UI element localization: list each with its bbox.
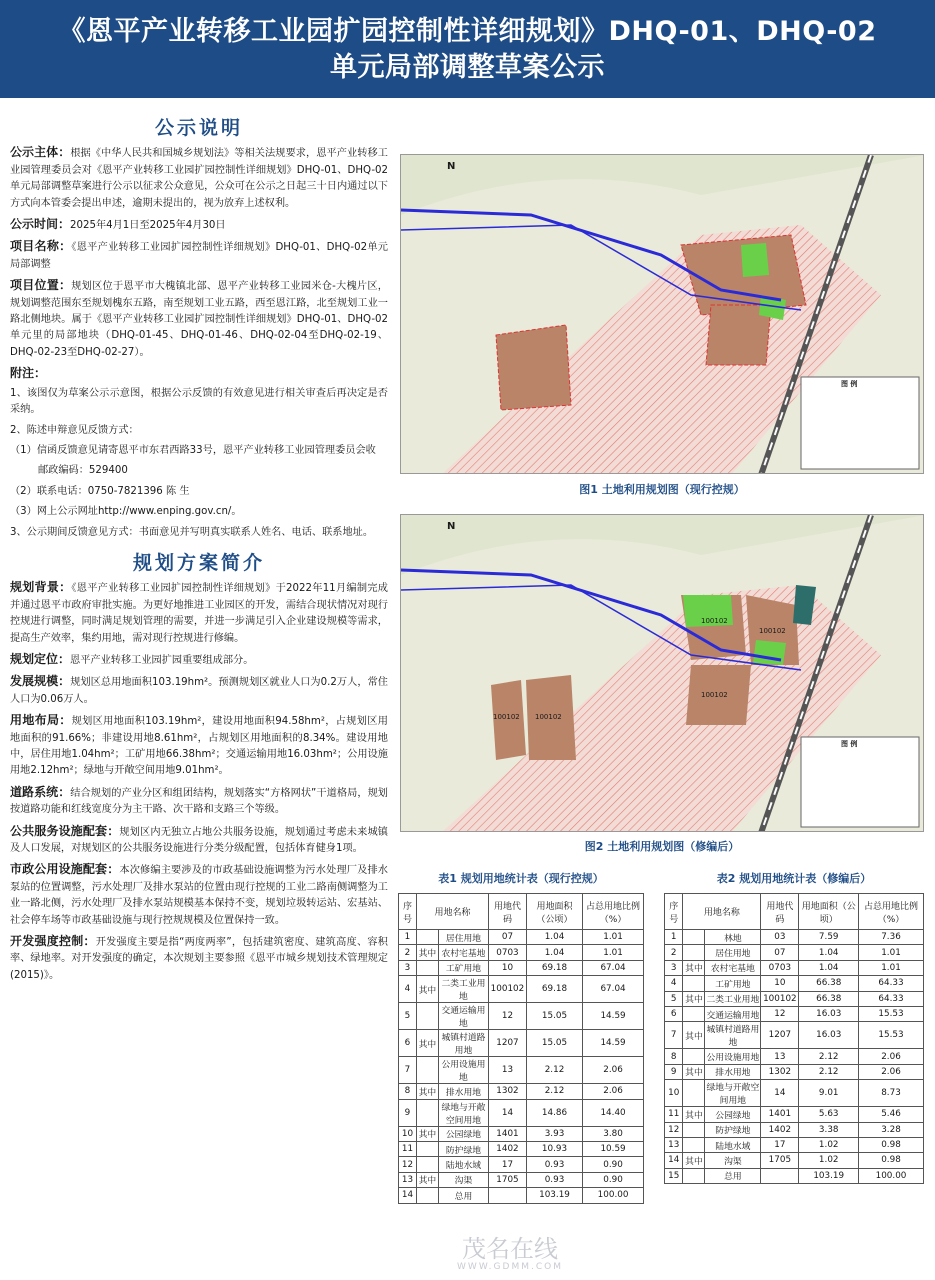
table-row: [399, 976, 644, 1003]
table-cell: 0703: [761, 960, 799, 975]
table-row: [399, 1084, 644, 1099]
table-header-cell: 用地名称: [416, 894, 488, 930]
map-label: 100102: [493, 713, 520, 721]
plan-item: [10, 784, 388, 819]
table-row: [665, 976, 924, 991]
table-row: [665, 991, 924, 1006]
table-cell: 二类工业用地: [705, 991, 761, 1006]
table-cell: 1402: [761, 1122, 799, 1137]
table-cell: 2.12: [799, 1064, 859, 1079]
table-row: [399, 1172, 644, 1187]
table-cell: 绿地与开敞空间用地: [438, 1099, 488, 1126]
table-cell: 防护绿地: [705, 1122, 761, 1137]
table-cell: 其中: [416, 1084, 438, 1099]
table-row: [399, 1157, 644, 1172]
table-cell: [416, 960, 438, 975]
note-1: 1、该图仅为草案公示示意图，根据公示反馈的有效意见进行相关审查后再决定是否采纳。: [10, 387, 388, 416]
table-cell: [416, 930, 438, 945]
table-cell: 14: [399, 1188, 417, 1203]
map-label: 100102: [535, 713, 562, 721]
table-cell: 0.90: [583, 1157, 644, 1172]
table-cell: 103.19: [526, 1188, 582, 1203]
table-cell: 2.12: [526, 1084, 582, 1099]
table-cell: [416, 1188, 438, 1203]
table-cell: 沟渠: [705, 1153, 761, 1168]
table-cell: 2.12: [526, 1057, 582, 1084]
label: 规划定位：: [10, 651, 71, 666]
table-cell: 2: [665, 945, 683, 960]
table-cell: 3.38: [799, 1122, 859, 1137]
table-cell: 公用设施用地: [705, 1049, 761, 1064]
table-cell: 1.02: [799, 1153, 859, 1168]
table-header-cell: 序号: [399, 894, 417, 930]
note-2b: 邮政编码：529400: [38, 465, 128, 477]
table-header-row: [665, 894, 924, 930]
table-cell: 13: [761, 1049, 799, 1064]
table-cell: [683, 1122, 705, 1137]
table-cell: 1.01: [583, 930, 644, 945]
table-cell: 3.93: [526, 1126, 582, 1141]
table-cell: 12: [399, 1157, 417, 1172]
title-banner: [0, 0, 935, 98]
table-cell: 14: [761, 1080, 799, 1107]
table-cell: 防护绿地: [438, 1141, 488, 1156]
table-cell: 公用设施用地: [438, 1057, 488, 1084]
table-cell: 12: [489, 1003, 527, 1030]
note-2a: （1）信函反馈意见请寄恩平市东君西路33号，恩平产业转移工业园管理委员会收: [10, 444, 376, 456]
table-cell: 69.18: [526, 960, 582, 975]
table-cell: 67.04: [583, 960, 644, 975]
table-cell: 9: [665, 1064, 683, 1079]
watermark-logo: [390, 1236, 630, 1276]
table-cell: 07: [489, 930, 527, 945]
table-cell: 14.59: [583, 1003, 644, 1030]
table-cell: 绿地与开敞空间用地: [705, 1080, 761, 1107]
table-row: [665, 1107, 924, 1122]
table-cell: 居住用地: [438, 930, 488, 945]
table-cell: 5.63: [799, 1107, 859, 1122]
table-cell: 1207: [489, 1030, 527, 1057]
table-header-cell: 用地面积（公顷）: [799, 894, 859, 930]
table-cell: 100102: [489, 976, 527, 1003]
table-cell: 10.93: [526, 1141, 582, 1156]
title-line-2: 单元局部调整草案公示: [330, 52, 605, 83]
label: 项目名称：: [10, 239, 72, 254]
table-cell: 07: [761, 945, 799, 960]
table-cell: 2.12: [799, 1049, 859, 1064]
table-cell: [416, 1003, 438, 1030]
table-cell: 0.98: [859, 1153, 924, 1168]
table-cell: 66.38: [799, 991, 859, 1006]
table-cell: 其中: [683, 1107, 705, 1122]
table-cell: [683, 930, 705, 945]
table-cell: 交通运输用地: [705, 1006, 761, 1021]
table-cell: 3.28: [859, 1122, 924, 1137]
table-cell: 1.02: [799, 1137, 859, 1152]
table-cell: 7: [665, 1022, 683, 1049]
table-cell: 1.04: [526, 930, 582, 945]
table-cell: 0703: [489, 945, 527, 960]
table-cell: 3: [665, 960, 683, 975]
table-cell: 8: [665, 1049, 683, 1064]
table-cell: [683, 1168, 705, 1183]
plan-item: [10, 823, 388, 858]
text: 规划区用地面积103.19hm²，建设用地面积94.58hm²，占规划区用地面积的91.66%；非建设用地8.61hm²，占规划区用地面积的8.34%。建设用地中，居住用地1.04hm²；工矿用地66.38hm²；交通运输用地16.03hm²；公用设施用地2.12hm²；绿地与开敞空间用地9.01hm²。: [10, 716, 388, 777]
figure-1-caption: 图1 土地利用规划图（现行控规）: [579, 483, 745, 496]
map-label: 100102: [759, 627, 786, 635]
table-cell: 2.06: [859, 1064, 924, 1079]
table-cell: 10.59: [583, 1141, 644, 1156]
table-cell: 13: [489, 1057, 527, 1084]
table-header-cell: 占总用地比例（%）: [859, 894, 924, 930]
table-cell: 15.05: [526, 1003, 582, 1030]
table-cell: 1401: [489, 1126, 527, 1141]
label: 项目位置：: [10, 278, 72, 293]
text: 规划区位于恩平市大槐镇北部、恩平产业转移工业园米仓-大槐片区，规划调整范围东至规划槐东五路，南至规划工业五路，西至恩江路，北至规划工业一路北侧地块。属于《恩平产业转移工业园扩园控制性详细规划》DHQ-01、DHQ-02单元里的局部地块（DHQ-01-45、DHQ-01-46、DHQ-02-04至DHQ-02-19、DHQ-02-23至DHQ-02-27）。: [10, 281, 388, 358]
table-header-cell: 用地名称: [683, 894, 761, 930]
table-cell: 7.59: [799, 930, 859, 945]
table-cell: 公园绿地: [705, 1107, 761, 1122]
plan-item: [10, 861, 388, 929]
table-cell: [416, 1057, 438, 1084]
table-cell: 其中: [416, 1172, 438, 1187]
table-cell: 排水用地: [705, 1064, 761, 1079]
table-cell: 城镇村道路用地: [705, 1022, 761, 1049]
table-cell: 沟渠: [438, 1172, 488, 1187]
table-cell: 11: [665, 1107, 683, 1122]
label: 发展规模：: [10, 674, 71, 689]
table-header-cell: 用地代码: [761, 894, 799, 930]
label: 道路系统：: [10, 784, 71, 799]
table-cell: 1401: [761, 1107, 799, 1122]
table-cell: 1302: [489, 1084, 527, 1099]
table-cell: 4: [665, 976, 683, 991]
table-header-cell: 用地代码: [489, 894, 527, 930]
table-cell: 14.59: [583, 1030, 644, 1057]
table-cell: 1.04: [799, 960, 859, 975]
table-cell: 14: [665, 1153, 683, 1168]
table-cell: 其中: [683, 1022, 705, 1049]
table-cell: 1.01: [583, 945, 644, 960]
table-cell: 0.98: [859, 1137, 924, 1152]
table-cell: 13: [665, 1137, 683, 1152]
table-cell: 3.80: [583, 1126, 644, 1141]
table-cell: 100.00: [859, 1168, 924, 1183]
table-cell: 0.90: [583, 1172, 644, 1187]
table-cell: 7: [399, 1057, 417, 1084]
text: 开发强度主要是指“两度两率”，包括建筑密度、建筑高度、容积率、绿地率。对开发强度的确定，本次规划主要参照《恩平市城乡规划技术管理规定(2015)》。: [10, 937, 388, 981]
table-cell: [683, 976, 705, 991]
table-cell: 64.33: [859, 976, 924, 991]
legend-title: 图 例: [841, 380, 858, 388]
north-arrow-icon: N: [447, 161, 456, 172]
table-cell: 16.03: [799, 1006, 859, 1021]
table-cell: 2.06: [583, 1057, 644, 1084]
table-cell: 03: [761, 930, 799, 945]
north-arrow-icon: N: [447, 521, 456, 532]
table-cell: 二类工业用地: [438, 976, 488, 1003]
table-cell: 17: [761, 1137, 799, 1152]
table-cell: 排水用地: [438, 1084, 488, 1099]
table-row: [399, 1003, 644, 1030]
plan-item: [10, 651, 388, 669]
table-cell: 1402: [489, 1141, 527, 1156]
table-cell: [683, 1080, 705, 1107]
table-row: [665, 1064, 924, 1079]
table-cell: [416, 1141, 438, 1156]
table-cell: 其中: [416, 1030, 438, 1057]
table-2-title: 表2 规划用地统计表（修编后）: [716, 872, 872, 885]
table-cell: 12: [665, 1122, 683, 1137]
map-2-drawing: [401, 515, 924, 832]
table-cell: 其中: [683, 1153, 705, 1168]
table-row: [399, 930, 644, 945]
land-use-map-current: [400, 154, 924, 474]
table-row: [665, 945, 924, 960]
table-cell: 10: [665, 1080, 683, 1107]
table-cell: 2.06: [859, 1049, 924, 1064]
table-cell: 14.40: [583, 1099, 644, 1126]
text: 本次修编主要涉及的市政基础设施调整为污水处理厂及排水泵站的位置调整，污水处理厂及排水泵站的位置由现行控规的工业二路南侧调整为工业一路北侧，污水处理厂及排水泵站规模基本保持不变，规划垃圾转运站、宏基站、社会停车场等市政基础设施与现行控规规模及位置保持一致。: [10, 865, 388, 926]
table-cell: 1.01: [859, 960, 924, 975]
table-cell: 5: [399, 1003, 417, 1030]
table-cell: [683, 945, 705, 960]
table-cell: [683, 1137, 705, 1152]
title-line-1: 《恩平产业转移工业园扩园控制性详细规划》DHQ-01、DHQ-02: [58, 16, 877, 47]
plan-item: [10, 933, 388, 984]
table-cell: 9: [399, 1099, 417, 1126]
table-row: [665, 1080, 924, 1107]
table-cell: 15.53: [859, 1006, 924, 1021]
table-cell: 15.53: [859, 1022, 924, 1049]
map-label: 100102: [701, 617, 728, 625]
table-cell: 17: [489, 1157, 527, 1172]
notice-project-name: [10, 238, 388, 273]
table-cell: 总用: [438, 1188, 488, 1203]
table-row: [399, 1099, 644, 1126]
table-cell: 其中: [683, 1064, 705, 1079]
table-cell: 8.73: [859, 1080, 924, 1107]
table-cell: [761, 1168, 799, 1183]
table-1-title: 表1 规划用地统计表（现行控规）: [438, 872, 604, 885]
watermark-url: WWW.GDMM.COM: [457, 1262, 563, 1272]
table-cell: [416, 1099, 438, 1126]
table-cell: 5.46: [859, 1107, 924, 1122]
table-cell: 居住用地: [705, 945, 761, 960]
table-cell: 100102: [761, 991, 799, 1006]
legend-title: 图 例: [841, 740, 858, 748]
text: 2025年4月1日至2025年4月30日: [70, 220, 226, 232]
table-cell: 2.06: [583, 1084, 644, 1099]
plan-item: [10, 579, 388, 647]
table-cell: [416, 1157, 438, 1172]
plan-item: [10, 673, 388, 708]
table-row: [665, 1122, 924, 1137]
table-cell: 其中: [416, 945, 438, 960]
table-cell: 5: [665, 991, 683, 1006]
table-row: [399, 945, 644, 960]
text: 《恩平产业转移工业园扩园控制性详细规划》DHQ-01、DHQ-02单元局部调整: [10, 242, 388, 270]
table-cell: 1705: [761, 1153, 799, 1168]
notice-period: [10, 216, 388, 234]
table-cell: 64.33: [859, 991, 924, 1006]
table-cell: 交通运输用地: [438, 1003, 488, 1030]
table-cell: 陆地水域: [438, 1157, 488, 1172]
table-cell: 2: [399, 945, 417, 960]
map-label: 100102: [701, 691, 728, 699]
text: 根据《中华人民共和国城乡规划法》等相关法规要求，恩平产业转移工业园管理委员会对《恩平产业转移工业园扩园控制性详细规划》DHQ-01、DHQ-02单元局部调整草案进行公示以征求公众意见，公众可在公示之日起三十日内通过以下方式向本管委会提出申述，逾期未提出的，视为放弃上述权利。: [10, 148, 388, 209]
table-row: [665, 1022, 924, 1049]
table-row: [665, 930, 924, 945]
label: 公共服务设施配套：: [10, 823, 120, 838]
table-cell: 3: [399, 960, 417, 975]
table-cell: 工矿用地: [705, 976, 761, 991]
table-row: [399, 1057, 644, 1084]
table-cell: 6: [665, 1006, 683, 1021]
table-cell: 其中: [683, 960, 705, 975]
table-cell: 10: [761, 976, 799, 991]
note-2: 2、陈述申辩意见反馈方式：: [10, 424, 139, 436]
table-cell: 6: [399, 1030, 417, 1057]
table-header-cell: 用地面积（公顷）: [526, 894, 582, 930]
table-row: [665, 1153, 924, 1168]
table-cell: 1.01: [859, 945, 924, 960]
table-cell: 10: [489, 960, 527, 975]
table-cell: 67.04: [583, 976, 644, 1003]
table-cell: 8: [399, 1084, 417, 1099]
table-cell: 林地: [705, 930, 761, 945]
label: 规划背景：: [10, 580, 72, 595]
table-cell: 0.93: [526, 1157, 582, 1172]
table-cell: 公园绿地: [438, 1126, 488, 1141]
note-2d: （3）网上公示网址http://www.enping.gov.cn/。: [10, 506, 242, 518]
table-row: [665, 1137, 924, 1152]
notice-subject: [10, 144, 388, 212]
table-cell: 1: [399, 930, 417, 945]
table-cell: [489, 1188, 527, 1203]
table-cell: 12: [761, 1006, 799, 1021]
table-row: [399, 1188, 644, 1203]
table-cell: [683, 1049, 705, 1064]
figure-2-caption: 图2 土地利用规划图（修编后）: [584, 840, 740, 853]
label: 用地布局：: [10, 713, 72, 728]
table-header-row: [399, 894, 644, 930]
table-cell: 1207: [761, 1022, 799, 1049]
label: 公示时间：: [10, 217, 71, 232]
table-cell: 1.04: [526, 945, 582, 960]
land-use-table-revised: [664, 893, 924, 1184]
table-cell: 15: [665, 1168, 683, 1183]
text: 规划区内无独立占地公共服务设施，规划通过考虑未来城镇及人口发展，对规划区的公共服务设施进行分类分级配置，包括体育健身1项。: [10, 826, 388, 855]
text: 结合规划的产业分区和组团结构，规划落实“方格网状”干道格局，规划按道路功能和红线宽度分为主干路、次干路和支路三个等级。: [10, 787, 388, 816]
table-row: [399, 1030, 644, 1057]
table-header-cell: 序号: [665, 894, 683, 930]
table-cell: 1: [665, 930, 683, 945]
land-use-map-revised: [400, 514, 924, 832]
table-cell: 11: [399, 1141, 417, 1156]
table-row: [665, 1049, 924, 1064]
land-use-table-current: [398, 893, 644, 1204]
table-row: [399, 1141, 644, 1156]
table-cell: [683, 1006, 705, 1021]
label: 开发强度控制：: [10, 934, 96, 949]
table-cell: 100.00: [583, 1188, 644, 1203]
table-row: [665, 960, 924, 975]
table-cell: 城镇村道路用地: [438, 1030, 488, 1057]
watermark-text: 茂名在线: [462, 1235, 558, 1263]
table-cell: 其中: [416, 976, 438, 1003]
section-title-plan: 规划方案简介: [132, 551, 265, 574]
table-cell: 1.04: [799, 945, 859, 960]
table-cell: 其中: [683, 991, 705, 1006]
table-cell: 农村宅基地: [705, 960, 761, 975]
plan-item: [10, 712, 388, 780]
table-cell: 69.18: [526, 976, 582, 1003]
table-cell: 工矿用地: [438, 960, 488, 975]
table-cell: 15.05: [526, 1030, 582, 1057]
table-cell: 10: [399, 1126, 417, 1141]
table-row: [399, 1126, 644, 1141]
table-cell: 14.86: [526, 1099, 582, 1126]
table-cell: 16.03: [799, 1022, 859, 1049]
table-row: [665, 1006, 924, 1021]
table-cell: 陆地水域: [705, 1137, 761, 1152]
text: 《恩平产业转移工业园扩园控制性详细规划》于2022年11月编制完成并通过恩平市政府审批实施。为更好地推进工业园区的开发，需结合现状情况对现行控规进行调整，同时满足规划管理的需要，并进一步满足引入企业建设规模等需求，提高生产效率，集约用地，需对现行控规进行修编。: [10, 583, 388, 644]
notes-label: 附注：: [10, 366, 47, 381]
table-cell: 13: [399, 1172, 417, 1187]
table-cell: 1302: [761, 1064, 799, 1079]
note-3: 3、公示期间反馈意见方式：书面意见并写明真实联系人姓名、电话、联系地址。: [10, 526, 374, 538]
text: 规划区总用地面积103.19hm²。预测规划区就业人口为0.2万人，常住人口为0.06万人。: [10, 677, 388, 705]
table-cell: 103.19: [799, 1168, 859, 1183]
table-cell: 4: [399, 976, 417, 1003]
notice-location: [10, 277, 388, 361]
table-cell: 0.93: [526, 1172, 582, 1187]
table-cell: 农村宅基地: [438, 945, 488, 960]
table-header-cell: 占总用地比例（%）: [583, 894, 644, 930]
table-cell: 14: [489, 1099, 527, 1126]
label: 公示主体：: [10, 145, 71, 160]
table-cell: 1705: [489, 1172, 527, 1187]
label: 市政公用设施配套：: [10, 862, 120, 877]
table-cell: 7.36: [859, 930, 924, 945]
table-cell: 9.01: [799, 1080, 859, 1107]
table-cell: 总用: [705, 1168, 761, 1183]
table-row: [665, 1168, 924, 1183]
map-1-drawing: [401, 155, 924, 474]
table-cell: 66.38: [799, 976, 859, 991]
text: 恩平产业转移工业园扩园重要组成部分。: [70, 654, 254, 666]
section-title-notice: 公示说明: [154, 117, 243, 139]
table-cell: 其中: [416, 1126, 438, 1141]
table-row: [399, 960, 644, 975]
left-column: [10, 117, 388, 988]
note-2c: （2）联系电话：0750-7821396 陈 生: [10, 485, 190, 497]
